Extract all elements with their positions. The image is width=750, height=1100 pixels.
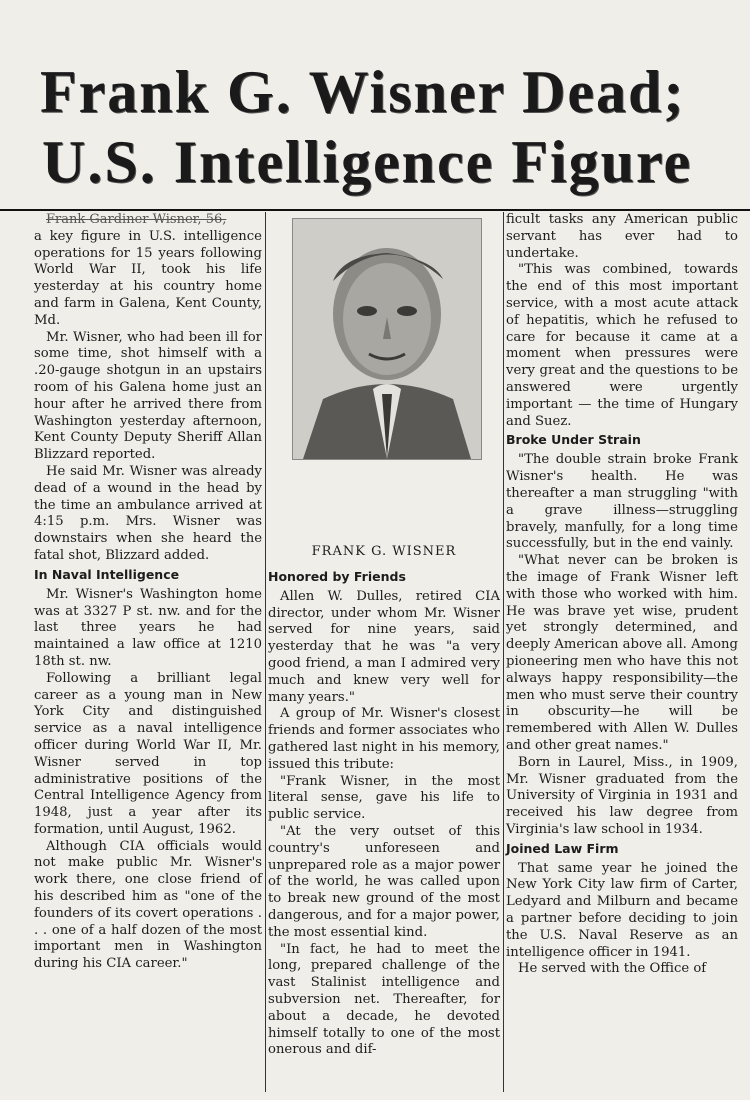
paragraph: "The double strain broke Frank Wisner's health. He was thereafter a man struggling "with a grave illness—struggling bravely, manfully, for a long time successfully, but in the end vainly. [506,452,738,552]
portrait-image [293,219,481,459]
paragraph: He served with the Office of [518,961,707,977]
paragraph: Allen W. Dulles, retired CIA director, under whom Mr. Wisner served for nine years, said yesterday that he was "a very good friend, a man I admired very much and knew very well for many years." [268,588,500,705]
paragraph: Mr. Wisner's Washington home was at 3327 P st. nw. and for the last three years he had maintained a law office at 1210 18th st. nw. [34,586,262,669]
paragraph: Although CIA officials would not make public Mr. Wisner's work there, one close friend of his described him as "one of the founders of its covert operations . . . one of a half dozen of the most important men in Washington during his CIA career." [34,838,262,972]
paragraph: A group of Mr. Wisner's closest friends and former associates who gathered last night in his memory, issued this tribute: [268,706,500,772]
paragraph: That same year he joined the New York City law firm of Carter, Ledyard and Milburn and became a partner before deciding to join the U.S. Naval Reserve as an intelligence officer in 1941. [506,860,738,960]
paragraph: "What never can be broken is the image of Frank Wisner left with those who worked with him. He was brave yet wise, prudent yet strongly determined, and deeply American above all. Among pioneering men who have this not always happy responsibility—the men who must serve their country in obscurity—he will be remembered with Allen W. Dulles and other great names." [506,553,738,753]
subhead: In Naval Intelligence [34,566,180,582]
subhead: Honored by Friends [268,568,406,584]
paragraph: "Frank Wisner, in the most literal sense, gave his life to public service. [268,773,500,823]
headline-rule [0,209,750,211]
headline-line-1: Frank G. Wisner Dead; [40,59,686,125]
paragraph: He said Mr. Wisner was already dead of a wound in the head by the time an ambulance arrived at 4:15 p.m. Mrs. Wisner was downstairs when she heard the fatal shot, Blizzard added. [34,463,262,563]
paragraph: ficult tasks any American public servant has ever had to undertake. [506,212,738,261]
column-divider [265,212,266,1092]
column-3 [506,212,738,978]
byline: Frank Gardiner Wisner, 56, [46,212,227,227]
column-1 [34,212,262,973]
paragraph: Mr. Wisner, who had been ill for some time, shot himself with a .20-gauge shotgun in an upstairs room of his Galena home just an hour after he arrived there from Washington yesterday afternoon, Kent County Deputy Sheriff Allan Blizzard reported. [34,329,262,463]
paragraph: "In fact, he had to meet the long, prepared challenge of the vast Stalinist intelligence and subversion net. Thereafter, for about a decade, he devoted himself totally to one of the most onerous and dif- [268,941,500,1058]
column-divider [503,212,504,1092]
subhead: Broke Under Strain [506,432,641,448]
column-2-text [268,544,500,1059]
portrait-photo [292,218,482,460]
paragraph: a key figure in U.S. intelligence operations for 15 years following World War II, took his life yesterday at his country home and farm in Galena, Kent County, Md. [34,228,262,328]
photo-caption: FRANK G. WISNER [311,544,457,559]
paragraph: "At the very outset of this country's unforeseen and unprepared role as a major power of the world, he was called upon to break new ground of the most dangerous, and for a major power, the most essential kind. [268,823,500,940]
paragraph: Born in Laurel, Miss., in 1909, Mr. Wisner graduated from the University of Virginia in 1931 and received his law degree from Virginia's law school in 1934. [506,754,738,837]
subhead: Joined Law Firm [506,840,619,856]
headline-line-2: U.S. Intelligence Figure [42,129,693,195]
paragraph: "This was combined, towards the end of this most important service, with a most acute attack of hepatitis, which he refused to care for because it came at a moment when pressures were very great and the questions to be answered were urgently important — the time of Hungary and Suez. [506,262,738,429]
paragraph: Following a brilliant legal career as a young man in New York City and distinguished service as a naval intelligence officer during World War II, Mr. Wisner served in top administrative positions of the Central Intelligence Agency from 1948, just a year after its formation, until August, 1962. [34,670,262,837]
